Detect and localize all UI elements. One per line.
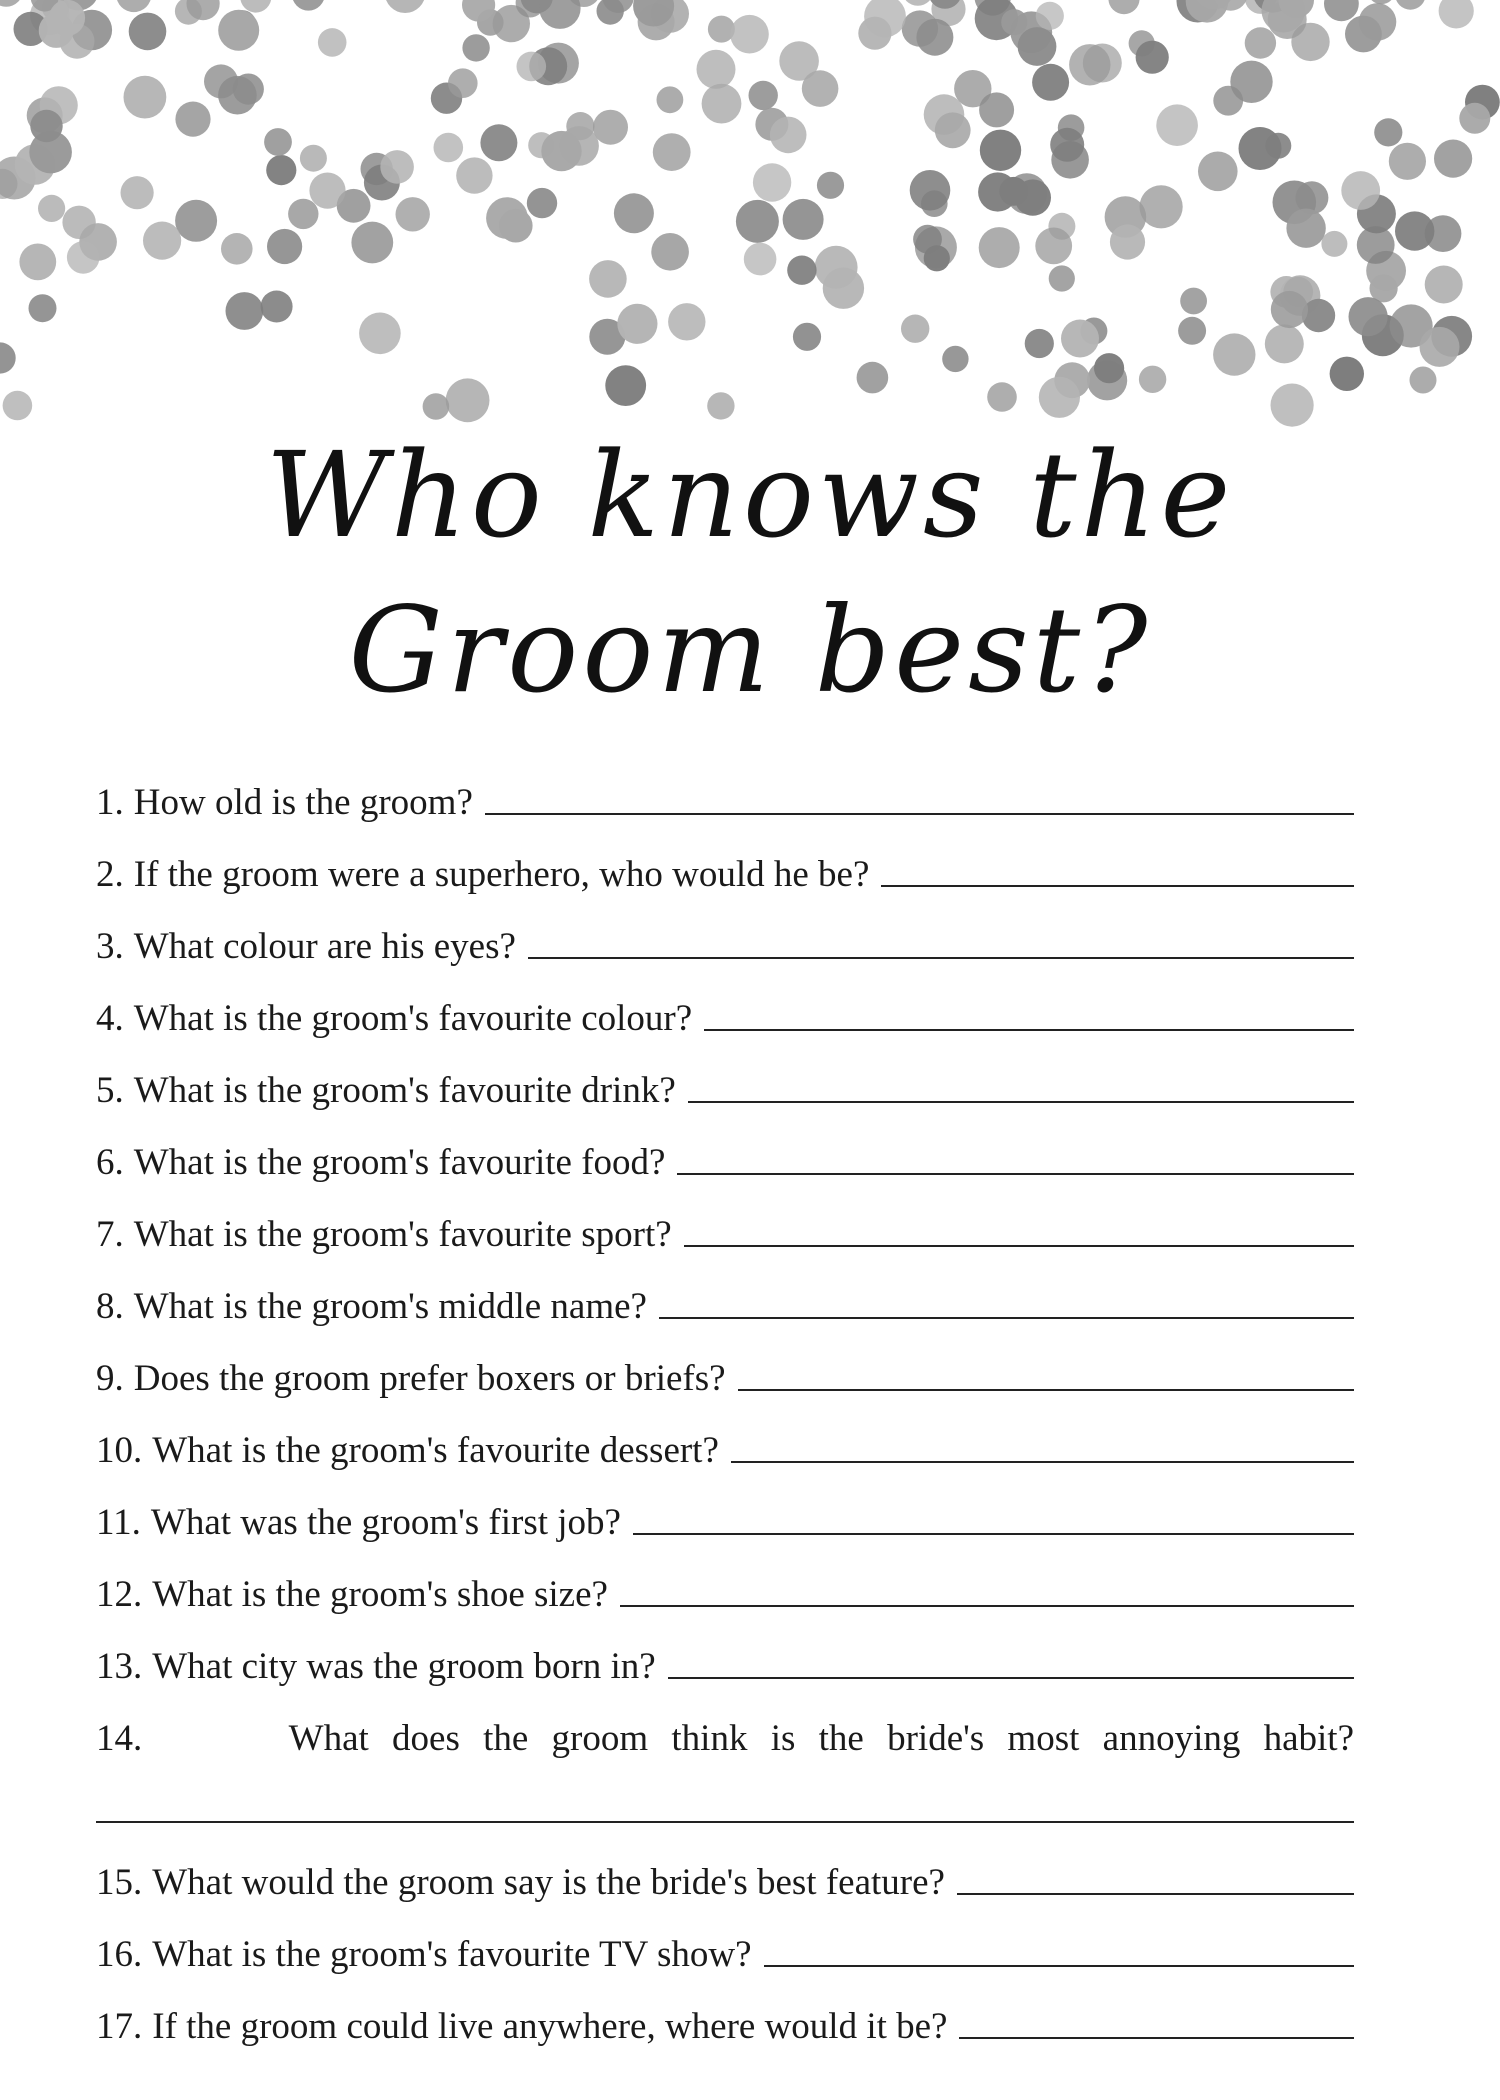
question-16 <box>96 1904 1354 1976</box>
question-text: Does the groom prefer boxers or briefs? <box>133 1358 726 1399</box>
question-text: What is the groom's favourite colour? <box>133 998 693 1039</box>
confetti-dot <box>0 0 23 7</box>
question-number: 17. <box>96 2006 143 2047</box>
confetti-dot <box>921 190 948 217</box>
question-13 <box>96 1616 1354 1688</box>
confetti-dot <box>980 130 1021 171</box>
confetti-dot <box>1110 224 1145 259</box>
answer-line-11[interactable] <box>633 1533 1354 1535</box>
confetti-dot <box>448 68 478 98</box>
question-text: What is the groom's favourite drink? <box>133 1070 676 1111</box>
confetti-dot <box>359 313 401 355</box>
question-number: 6. <box>96 1142 124 1183</box>
confetti-dot <box>614 193 654 233</box>
confetti-dot <box>480 124 517 161</box>
confetti-dot <box>380 150 414 184</box>
answer-line-16[interactable] <box>764 1965 1355 1967</box>
confetti-dot <box>668 303 705 340</box>
confetti-dot <box>1180 288 1207 315</box>
confetti-dot <box>3 391 33 421</box>
confetti-dot <box>300 145 327 172</box>
question-number: 15. <box>96 1862 143 1903</box>
confetti-dot <box>1357 226 1395 264</box>
confetti-dot <box>1420 327 1460 367</box>
question-number: 8. <box>96 1286 124 1327</box>
question-number: 14. <box>96 1718 143 1759</box>
confetti-dot <box>396 197 430 231</box>
confetti-dot <box>462 34 489 61</box>
confetti-dot <box>651 233 689 271</box>
confetti-dot <box>19 244 56 281</box>
question-number: 13. <box>96 1646 143 1687</box>
question-text: What is the groom's favourite TV show? <box>152 1934 752 1975</box>
question-14-answer-row <box>96 1760 1354 1832</box>
confetti-dot <box>1156 104 1198 146</box>
question-2 <box>96 824 1354 896</box>
confetti-dot <box>267 229 302 264</box>
question-number: 9. <box>96 1358 124 1399</box>
confetti-dot <box>1136 41 1169 74</box>
confetti-dot <box>1395 0 1425 10</box>
question-1 <box>96 752 1354 824</box>
confetti-dot <box>702 84 742 124</box>
confetti-dot <box>942 346 968 372</box>
confetti-dot <box>1459 103 1490 134</box>
confetti-dot <box>857 362 889 394</box>
confetti-dot <box>1345 16 1382 53</box>
question-5 <box>96 1040 1354 1112</box>
confetti-dot <box>1374 118 1402 146</box>
question-list <box>96 752 1354 2048</box>
confetti-dot <box>770 117 807 154</box>
confetti-dot <box>38 195 65 222</box>
question-text: What city was the groom born in? <box>152 1646 656 1687</box>
question-number: 11. <box>96 1502 141 1543</box>
silver-confetti-decoration <box>0 0 1500 460</box>
confetti-dot <box>1367 0 1395 4</box>
confetti-dot <box>1341 171 1380 210</box>
question-text: If the groom could live anywhere, where would it be? <box>152 2006 948 2047</box>
confetti-dot <box>1439 0 1474 29</box>
confetti-dot <box>266 155 296 185</box>
answer-line-4[interactable] <box>704 1029 1354 1031</box>
page-title-line-2: Groom best? <box>348 581 1152 719</box>
question-number: 10. <box>96 1430 143 1471</box>
confetti-dot <box>753 163 791 201</box>
confetti-dot <box>226 292 264 330</box>
confetti-dot <box>736 200 779 243</box>
confetti-dot <box>1178 317 1206 345</box>
confetti-dot <box>204 64 238 98</box>
confetti-dot <box>793 323 821 351</box>
confetti-dot <box>1321 231 1347 257</box>
confetti-dot <box>123 76 166 119</box>
confetti-dot <box>218 10 259 51</box>
confetti-dot <box>385 0 426 13</box>
confetti-dot <box>1061 320 1099 358</box>
confetti-dot <box>261 291 293 323</box>
confetti-dot <box>446 378 490 422</box>
confetti-dot <box>67 241 100 274</box>
confetti-dot <box>1001 9 1027 35</box>
question-text: What colour are his eyes? <box>133 926 516 967</box>
confetti-dot <box>264 128 292 156</box>
question-text: What is the groom's shoe size? <box>152 1574 608 1615</box>
confetti-dot <box>0 342 16 373</box>
answer-line-7[interactable] <box>684 1245 1354 1247</box>
question-text: What is the groom's favourite sport? <box>133 1214 672 1255</box>
answer-line-5[interactable] <box>688 1101 1354 1103</box>
confetti-dot <box>1018 27 1057 66</box>
confetti-dot <box>175 200 217 242</box>
confetti-dot <box>935 112 971 148</box>
question-6 <box>96 1112 1354 1184</box>
confetti-dot <box>1036 2 1064 30</box>
question-number: 4. <box>96 998 124 1039</box>
confetti-dot <box>423 393 450 420</box>
question-number: 7. <box>96 1214 124 1255</box>
confetti-dot <box>1039 377 1080 418</box>
confetti-dot <box>730 15 769 54</box>
confetti-dot <box>318 28 347 57</box>
question-17 <box>96 1976 1354 2048</box>
confetti-dot <box>1265 324 1304 363</box>
confetti-dot <box>1213 333 1255 375</box>
confetti-dot <box>787 256 816 285</box>
answer-line-15[interactable] <box>957 1893 1354 1895</box>
confetti-dot <box>783 199 824 240</box>
confetti-dot <box>749 81 778 110</box>
confetti-dot <box>1035 228 1072 265</box>
confetti-dot <box>653 133 691 171</box>
confetti-dot <box>1069 44 1110 85</box>
answer-line-13[interactable] <box>668 1677 1354 1679</box>
question-number: 12. <box>96 1574 143 1615</box>
confetti-dot <box>39 13 74 48</box>
confetti-dot <box>29 294 57 322</box>
confetti-dot <box>1286 209 1325 248</box>
confetti-dot <box>1140 185 1183 228</box>
confetti-dot <box>979 227 1020 268</box>
confetti-dot <box>657 86 684 113</box>
question-text: How old is the groom? <box>133 782 473 823</box>
confetti-dot <box>902 0 933 6</box>
question-text: What is the groom's favourite dessert? <box>152 1430 719 1471</box>
confetti-dot <box>707 392 734 419</box>
question-text: What was the groom's first job? <box>150 1502 621 1543</box>
question-text: What would the groom say is the bride's best feature? <box>152 1862 945 1903</box>
confetti-dot <box>1230 61 1272 103</box>
confetti-dot <box>116 0 151 12</box>
confetti-dot <box>517 52 547 82</box>
confetti-dot <box>1324 0 1359 21</box>
answer-line-3[interactable] <box>528 957 1354 959</box>
question-12 <box>96 1544 1354 1616</box>
confetti-dot <box>913 225 942 254</box>
confetti-dot <box>697 50 736 89</box>
confetti-dot <box>1032 64 1069 101</box>
confetti-dot <box>309 173 345 209</box>
question-10 <box>96 1400 1354 1472</box>
question-3 <box>96 896 1354 968</box>
answer-line-6[interactable] <box>677 1173 1354 1175</box>
answer-line-17[interactable] <box>959 2037 1354 2039</box>
confetti-dot <box>30 110 62 142</box>
confetti-dot <box>129 13 167 51</box>
confetti-dot <box>817 172 844 199</box>
confetti-dot <box>744 243 777 276</box>
confetti-dot <box>593 110 628 145</box>
confetti-dot <box>1425 266 1463 304</box>
confetti-dot <box>605 365 646 406</box>
question-4 <box>96 968 1354 1040</box>
page-title-line-1: Who knows the <box>265 426 1235 564</box>
question-15 <box>96 1832 1354 1904</box>
confetti-dot <box>288 199 318 229</box>
question-14 <box>96 1688 1354 1760</box>
confetti-dot <box>1389 143 1426 180</box>
question-text: What is the groom's middle name? <box>133 1286 647 1327</box>
confetti-dot <box>434 133 464 163</box>
confetti-dot <box>1139 366 1166 393</box>
question-11 <box>96 1472 1354 1544</box>
confetti-dot <box>979 92 1014 127</box>
question-number: 16. <box>96 1934 143 1975</box>
confetti-dot <box>121 176 154 209</box>
confetti-dot <box>901 315 929 343</box>
answer-line-9[interactable] <box>738 1389 1354 1391</box>
confetti-dot <box>175 102 210 137</box>
confetti-dot <box>539 0 580 29</box>
confetti-dot <box>221 233 253 265</box>
confetti-dot <box>292 0 325 11</box>
question-number: 5. <box>96 1070 124 1111</box>
confetti-dot <box>1198 152 1238 192</box>
confetti-dot <box>1271 291 1308 328</box>
confetti-dot <box>1349 297 1388 336</box>
confetti-dot <box>541 131 581 171</box>
question-text: If the groom were a superhero, who would he be? <box>133 854 870 895</box>
confetti-dot <box>143 222 181 260</box>
confetti-dot <box>589 260 627 298</box>
confetti-dot <box>987 382 1017 412</box>
confetti-dot <box>1410 367 1437 394</box>
confetti-dot <box>527 188 557 218</box>
confetti-dot <box>351 222 393 264</box>
confetti-dot <box>456 157 492 193</box>
confetti-dot <box>1395 211 1434 250</box>
question-number: 2. <box>96 854 124 895</box>
confetti-dot <box>1434 140 1472 178</box>
confetti-dot <box>1025 329 1054 358</box>
confetti-dot <box>1239 127 1282 170</box>
question-text: What does the groom think is the bride's most annoying habit? <box>288 1718 1354 1759</box>
confetti-dot <box>1049 265 1075 291</box>
answer-line-8[interactable] <box>659 1317 1354 1319</box>
question-8 <box>96 1256 1354 1328</box>
answer-line-2[interactable] <box>881 885 1354 887</box>
confetti-dot <box>999 177 1028 206</box>
confetti-dot <box>1108 0 1139 14</box>
question-9 <box>96 1328 1354 1400</box>
question-number: 1. <box>96 782 124 823</box>
answer-line-1[interactable] <box>485 813 1354 815</box>
confetti-dot <box>499 209 533 243</box>
answer-line-14[interactable] <box>96 1821 1354 1823</box>
confetti-dot <box>802 70 839 107</box>
question-text: What is the groom's favourite food? <box>133 1142 666 1183</box>
confetti-dot <box>1245 27 1276 58</box>
confetti-dot <box>823 268 864 309</box>
confetti-dot <box>1094 353 1124 383</box>
confetti-dot <box>1051 141 1089 179</box>
question-number: 3. <box>96 926 124 967</box>
answer-line-12[interactable] <box>620 1605 1354 1607</box>
answer-line-10[interactable] <box>731 1461 1354 1463</box>
question-7 <box>96 1184 1354 1256</box>
confetti-dot <box>1330 357 1364 391</box>
confetti-dot <box>916 19 953 56</box>
confetti-dot <box>617 304 657 344</box>
